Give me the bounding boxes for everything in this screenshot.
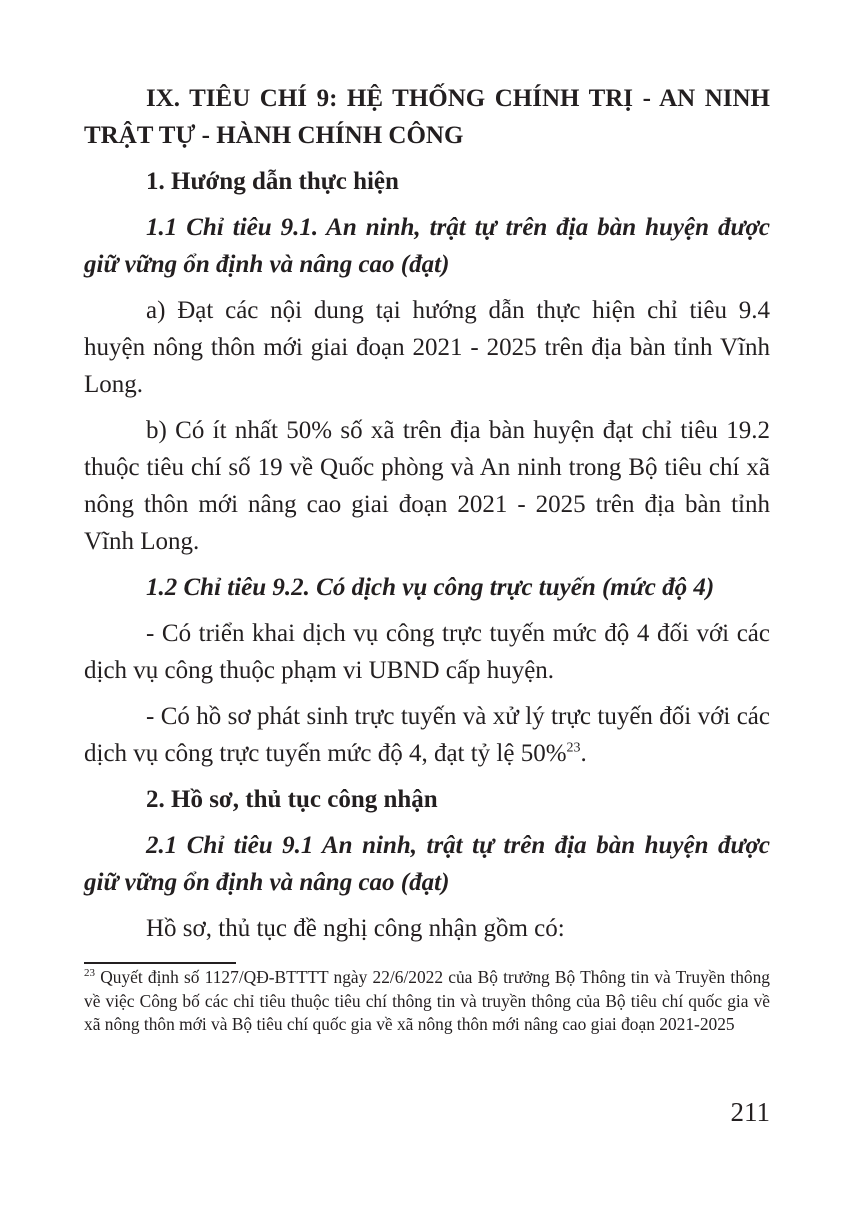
paragraph-1-2-item2-end: . [580, 740, 587, 767]
paragraph-1-1-b: b) Có ít nhất 50% số xã trên địa bàn huyện đạt chỉ tiêu 19.2 thuộc tiêu chí số 19 về Quốc phòng và An ninh trong Bộ tiêu chí xã nông thôn mới nâng cao giai đoạn 2021 - 2025 trên địa bàn tỉnh Vĩnh Long. [84, 417, 770, 555]
paragraph-1-1-a: a) Đạt các nội dung tại hướng dẫn thực hiện chỉ tiêu 9.4 huyện nông thôn mới giai đoạn 2021 - 2025 trên địa bàn tỉnh Vĩnh Long. [84, 297, 770, 398]
footnote-number: 23 [84, 967, 95, 980]
paragraph-1-2-item1: - Có triển khai dịch vụ công trực tuyến mức độ 4 đối với các dịch vụ công thuộc phạm vi UBND cấp huyện. [84, 620, 770, 684]
subsection-1-2-title: 1.2 Chỉ tiêu 9.2. Có dịch vụ công trực tuyến (mức độ 4) [146, 574, 715, 601]
footnote-reference[interactable]: 23 [566, 740, 581, 756]
chapter-heading: IX. TIÊU CHÍ 9: HỆ THỐNG CHÍNH TRỊ - AN NINH TRẬT TỰ - HÀNH CHÍNH CÔNG [84, 85, 770, 149]
footnote [84, 966, 770, 1037]
section-2-title: 2. Hồ sơ, thủ tục công nhận [146, 786, 438, 813]
page-body [84, 80, 770, 956]
paragraph-2-1: Hồ sơ, thủ tục đề nghị công nhận gồm có: [146, 915, 565, 942]
subsection-1-1-title: 1.1 Chỉ tiêu 9.1. An ninh, trật tự trên địa bàn huyện được giữ vững ổn định và nâng cao (đạt) [84, 214, 770, 278]
paragraph-1-2-item2 [84, 698, 770, 772]
page-number: 211 [730, 1097, 770, 1127]
paragraph-1-2-item2-text: - Có hồ sơ phát sinh trực tuyến và xử lý trực tuyến đối với các dịch vụ công trực tuyến mức độ 4, đạt tỷ lệ 50% [84, 703, 770, 767]
subsection-2-1-title: 2.1 Chỉ tiêu 9.1 An ninh, trật tự trên địa bàn huyện được giữ vững ổn định và nâng cao (đạt) [84, 832, 770, 896]
section-1-title: 1. Hướng dẫn thực hiện [146, 168, 399, 195]
footnote-divider [84, 962, 236, 964]
footnote-text: Quyết định số 1127/QĐ-BTTTT ngày 22/6/2022 của Bộ trưởng Bộ Thông tin và Truyền thông về việc Công bố các chỉ tiêu thuộc tiêu chí thông tin và truyền thông của Bộ tiêu chí quốc gia về xã nông thôn mới và Bộ tiêu chí quốc gia về xã nông thôn mới nâng cao giai đoạn 2021-2025 [84, 967, 770, 1034]
